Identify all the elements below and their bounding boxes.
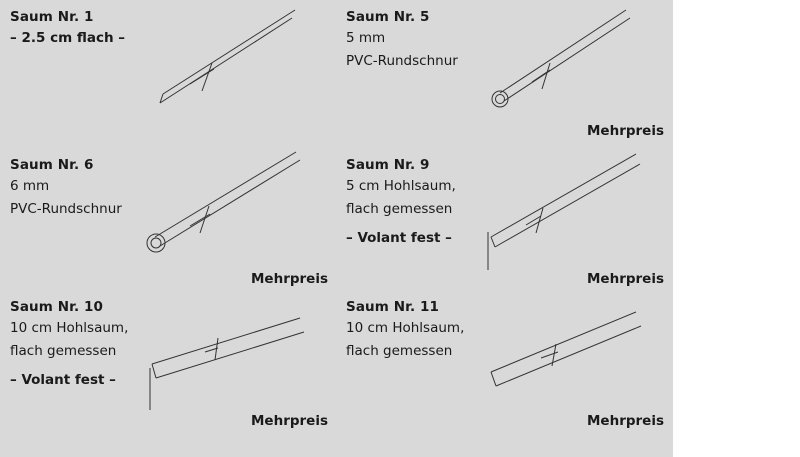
hem-text-saum-11 bbox=[346, 298, 464, 363]
surcharge-label: Mehrpreis bbox=[251, 413, 328, 429]
hem-cell-saum-11 bbox=[336, 290, 672, 435]
hem-title: Saum Nr. 11 bbox=[346, 299, 439, 315]
hem-title: Saum Nr. 5 bbox=[346, 9, 430, 25]
hem-line: 5 cm Hohlsaum, bbox=[346, 178, 456, 194]
hem-line: 10 cm Hohlsaum, bbox=[346, 320, 465, 336]
hem-cell-saum-10 bbox=[0, 290, 336, 435]
hem-text-saum-1 bbox=[10, 8, 125, 50]
hem-line: 6 mm bbox=[10, 178, 50, 194]
hem-cell-saum-1 bbox=[0, 0, 336, 145]
hem-line: flach gemessen bbox=[346, 343, 453, 359]
hem-line: – Volant fest – bbox=[10, 372, 116, 388]
hem-cell-saum-9 bbox=[336, 148, 672, 293]
surcharge-label: Mehrpreis bbox=[251, 271, 328, 287]
surcharge-label: Mehrpreis bbox=[587, 413, 664, 429]
hem-text-saum-10 bbox=[10, 298, 128, 392]
hem-title: Saum Nr. 10 bbox=[10, 299, 103, 315]
hem-line: PVC-Rundschnur bbox=[10, 201, 122, 217]
hem-title: Saum Nr. 6 bbox=[10, 157, 94, 173]
hem-text-saum-6 bbox=[10, 156, 122, 221]
surcharge-label: Mehrpreis bbox=[587, 123, 664, 139]
surcharge-label: Mehrpreis bbox=[587, 271, 664, 287]
hem-line: 5 mm bbox=[346, 30, 386, 46]
hem-text-saum-5 bbox=[346, 8, 458, 73]
hem-line: – Volant fest – bbox=[346, 230, 452, 246]
hem-line: flach gemessen bbox=[10, 343, 117, 359]
hem-line: PVC-Rundschnur bbox=[346, 53, 458, 69]
hem-cell-saum-5 bbox=[336, 0, 672, 145]
hem-text-saum-9 bbox=[346, 156, 456, 250]
hem-line: – 2.5 cm flach – bbox=[10, 30, 126, 46]
hem-cell-saum-6 bbox=[0, 148, 336, 293]
hem-title: Saum Nr. 9 bbox=[346, 157, 430, 173]
hem-title: Saum Nr. 1 bbox=[10, 9, 94, 25]
hem-line: flach gemessen bbox=[346, 201, 453, 217]
hem-line: 10 cm Hohlsaum, bbox=[10, 320, 129, 336]
